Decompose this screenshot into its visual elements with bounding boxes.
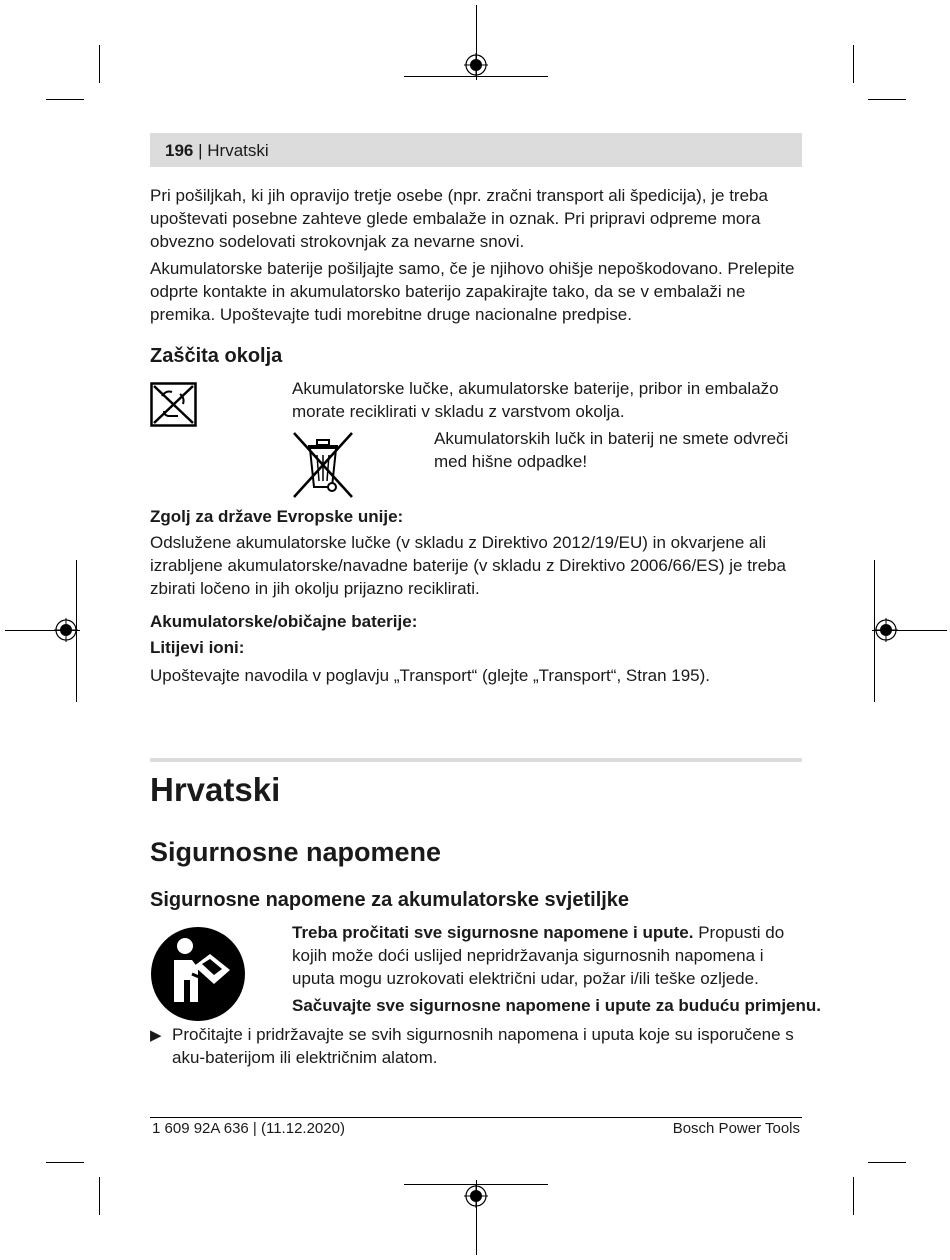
eu-heading: Zgolj za države Evropske unije: [150, 507, 404, 526]
transport-paragraph: Akumulatorske baterije pošiljajte samo, če je njihovo ohišje nepoškodovano. Prelepite odprte kontakte in akumulatorsko baterijo zapakirajte tako, da se v embalaži ne premika. Upoštevajte tudi morebitne druge nacionalne predpise. [150, 259, 795, 324]
crop-mark [853, 45, 854, 83]
crop-mark [46, 1162, 84, 1163]
read-instructions-bold: Treba pročitati sve sigurnosne napomene i upute. [292, 923, 694, 942]
read-manual-icon [150, 926, 246, 1022]
recycle-text: Akumulatorske lučke, akumulatorske baterije, pribor in embalažo morate reciklirati v skladu z varstvom okolja. [292, 379, 779, 421]
crop-mark [99, 1177, 100, 1215]
crop-mark [853, 1177, 854, 1215]
recycle-package-icon [150, 382, 197, 427]
language-title: Hrvatski [150, 771, 281, 808]
bullet-marker-icon: ▶ [150, 1027, 162, 1044]
crop-mark [46, 99, 84, 100]
section-rule [150, 758, 802, 762]
registration-mark-icon [874, 618, 898, 642]
registration-mark-icon [464, 53, 488, 77]
read-instructions-rest: Propusti do kojih može doći uslijed nepridržavanja sigurnosnih napomena i uputa mogu uzrokovati električni udar, požar i/ili teške ozljede. [292, 923, 785, 988]
lithium-heading: Litijevi ioni: [150, 638, 245, 657]
registration-mark-icon [54, 618, 78, 642]
page-number: 196 [165, 141, 194, 160]
crop-mark [868, 1162, 906, 1163]
crop-mark [99, 45, 100, 83]
footer-rule [150, 1117, 802, 1118]
safety-subheading: Sigurnosne napomene za akumulatorske svjetiljke [150, 889, 630, 911]
page-header [165, 141, 269, 161]
transport-text [150, 184, 805, 326]
batteries-heading: Akumulatorske/običajne baterije: [150, 612, 418, 631]
lithium-text: Upoštevajte navodila v poglavju „Transport“ (glejte „Transport“, Stran 195). [150, 666, 710, 685]
safety-heading: Sigurnosne napomene [150, 837, 442, 867]
bullet-text: Pročitajte i pridržavajte se svih sigurnosnih napomena i uputa koje su isporučene s aku-baterijom ili električnim alatom. [172, 1025, 794, 1067]
brand-name: Bosch Power Tools [672, 1120, 800, 1137]
doc-number: 1 609 92A 636 | (11.12.2020) [152, 1120, 345, 1137]
keep-instructions-text: Sačuvajte sve sigurnosne napomene i upute za buduću primjenu. [292, 996, 822, 1015]
read-instructions [292, 921, 804, 990]
read-instructions-text [292, 921, 804, 990]
environment-heading: Zaščita okolja [150, 345, 283, 367]
bin-text: Akumulatorskih lučk in baterij ne smete odvreči med hišne odpadke! [434, 429, 789, 471]
header-section: Hrvatski [207, 141, 269, 160]
transport-paragraph: Pri pošiljkah, ki jih opravijo tretje osebe (npr. zračni transport ali špedicija), je treba upoštevati posebne zahteve glede embalaže in oznak. Pri pripravi odpreme mora obvezno sodelovati strokovnjak za nevarne snovi. [150, 186, 768, 251]
header-separator: | [193, 141, 208, 160]
eu-text: Odslužene akumulatorske lučke (v skladu z Direktivo 2012/19/EU) in okvarjene ali izrabljene akumulatorske/navadne baterije (v skladu z Direktivo 2006/66/ES) je treba zbirati ločeno in jih okolju prijazno reciklirati. [150, 533, 786, 598]
registration-mark-icon [464, 1184, 488, 1208]
crop-mark [868, 99, 906, 100]
crossed-bin-icon [292, 431, 355, 499]
